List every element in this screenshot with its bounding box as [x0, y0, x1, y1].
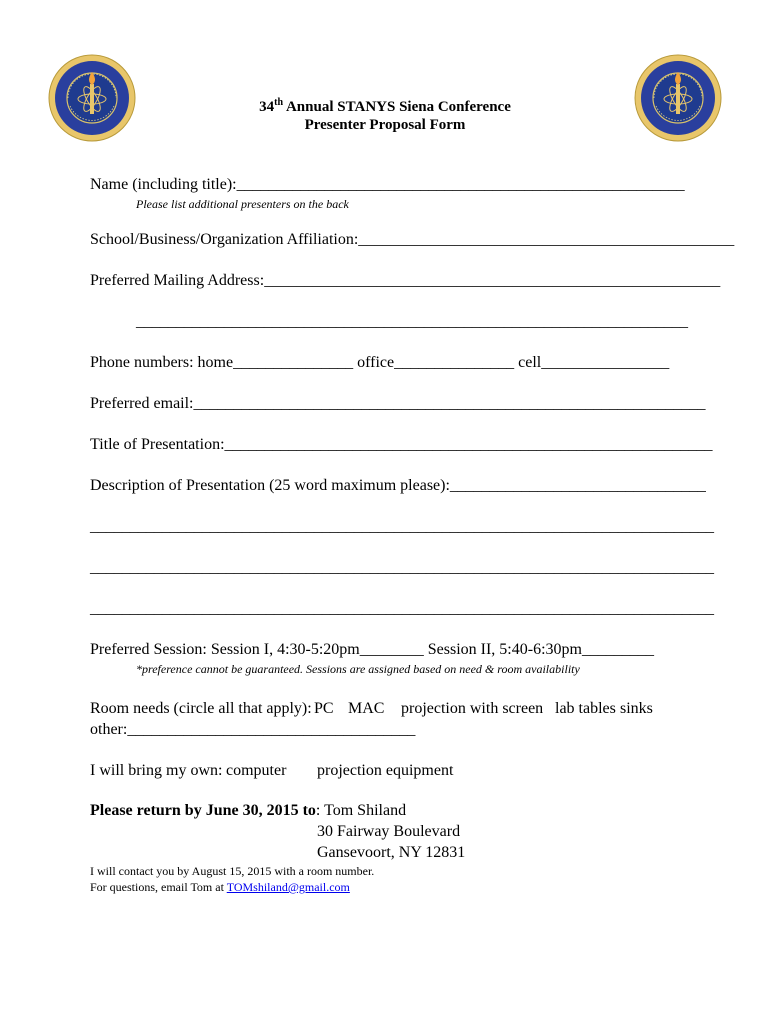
questions-prefix: For questions, email Tom at — [90, 880, 227, 894]
session-note: *preference cannot be guaranteed. Sessions are assigned based on need & room availability — [136, 662, 580, 676]
name-label: Name (including title): — [90, 176, 237, 193]
session2-label: Session II, 5:40-6:30pm — [423, 641, 582, 658]
return-name: : Tom Shiland — [315, 802, 407, 819]
affiliation-field[interactable]: _______________________________________________ — [358, 231, 735, 248]
room-option-projection[interactable]: projection with screen — [401, 700, 544, 717]
room-option-sinks[interactable]: sinks — [620, 700, 653, 717]
email-label: Preferred email: — [90, 395, 194, 412]
address-row[interactable] — [90, 272, 720, 290]
room-option-lab-tables[interactable]: lab tables — [555, 700, 616, 717]
room-other-label: other: — [90, 721, 128, 738]
affiliation-label: School/Business/Organization Affiliation: — [90, 231, 359, 248]
description-field-line3[interactable]: ______________________________________________________________________________ — [90, 559, 714, 576]
room-needs-label: Room needs (circle all that apply): — [90, 700, 312, 717]
name-row[interactable] — [90, 176, 685, 194]
bring-own-label: I will bring my own: — [90, 762, 223, 779]
address-field[interactable]: _________________________________________________________ — [264, 272, 721, 289]
room-option-mac[interactable]: MAC — [348, 700, 385, 717]
address-field-line2[interactable]: _____________________________________________________________________ — [136, 313, 688, 330]
bring-option-computer[interactable]: computer — [226, 762, 287, 779]
phone-cell-field[interactable]: ________________ — [541, 354, 670, 371]
phone-home-field[interactable]: _______________ — [233, 354, 354, 371]
room-option-pc[interactable]: PC — [314, 700, 334, 717]
session1-label: Preferred Session: Session I, 4:30-5:20pm — [90, 641, 360, 658]
room-other-field[interactable]: ____________________________________ — [127, 721, 416, 738]
questions-note — [90, 880, 350, 894]
affiliation-row[interactable] — [90, 231, 734, 249]
name-note: Please list additional presenters on the back — [136, 197, 349, 211]
name-field[interactable]: ________________________________________________________ — [236, 176, 685, 193]
description-field[interactable]: ________________________________ — [449, 477, 706, 494]
return-address-line1: 30 Fairway Boulevard — [317, 823, 461, 840]
description-label: Description of Presentation (25 word maximum please): — [90, 477, 450, 494]
session-row[interactable] — [90, 641, 654, 659]
session2-field[interactable]: _________ — [581, 641, 654, 658]
return-address-line2: Gansevoort, NY 12831 — [317, 844, 466, 861]
presentation-title-field[interactable]: _____________________________________________________________ — [224, 436, 713, 453]
phone-label: Phone numbers: home — [90, 354, 234, 371]
return-label: Please return by June 30, 2015 to — [90, 802, 316, 819]
description-field-line4[interactable]: ______________________________________________________________________________ — [90, 600, 714, 617]
bring-option-projection[interactable]: projection equipment — [317, 762, 454, 779]
address-label: Preferred Mailing Address: — [90, 272, 265, 289]
room-other-row[interactable] — [90, 721, 415, 739]
email-field[interactable]: ________________________________________________________________ — [193, 395, 706, 412]
email-row[interactable] — [90, 395, 706, 413]
presentation-title-row[interactable] — [90, 436, 713, 454]
presentation-title-label: Title of Presentation: — [90, 436, 225, 453]
phone-office-label: office — [353, 354, 395, 371]
session1-field[interactable]: ________ — [359, 641, 424, 658]
page-title: 34th Annual STANYS Siena Conference — [259, 97, 511, 115]
page-subtitle: Presenter Proposal Form — [304, 117, 466, 133]
description-row[interactable] — [90, 477, 706, 495]
description-field-line2[interactable]: ______________________________________________________________________________ — [90, 518, 714, 535]
phone-cell-label: cell — [514, 354, 542, 371]
questions-email-link[interactable]: TOMshiland@gmail.com — [226, 880, 350, 894]
phone-row[interactable] — [90, 354, 669, 372]
return-row — [90, 802, 406, 820]
phone-office-field[interactable]: _______________ — [394, 354, 515, 371]
contact-note: I will contact you by August 15, 2015 with a room number. — [90, 864, 375, 878]
